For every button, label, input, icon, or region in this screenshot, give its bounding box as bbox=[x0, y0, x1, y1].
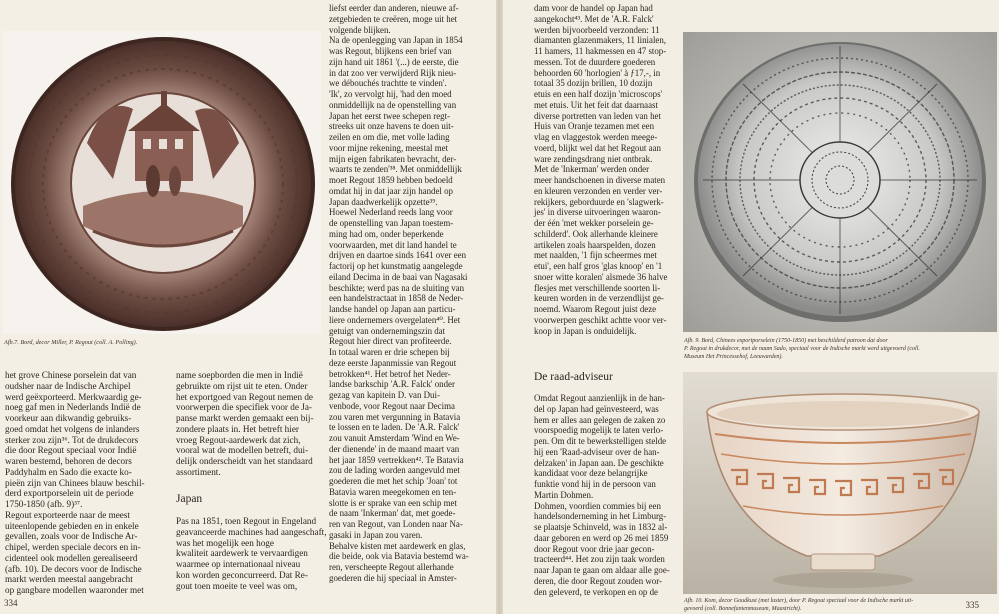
text-line: de openstelling van Japan toestem- bbox=[329, 218, 454, 228]
page-number-right: 335 bbox=[965, 600, 979, 610]
text-line: werden bijvoorbeeld verzonden: 11 bbox=[534, 24, 660, 35]
text-line: etuis en een half dozijn 'microscops' bbox=[534, 89, 663, 99]
page-number-left: 334 bbox=[4, 598, 18, 608]
text-line: 1750-1850 (afb. 9)³⁷. bbox=[5, 499, 83, 509]
text-line: factorij op het kunstmatig aangelegde bbox=[329, 261, 463, 271]
text-line: kon worden geconcurreerd. Dat Re- bbox=[176, 569, 308, 580]
text-line: Japan het eerst twee schepen regt- bbox=[329, 110, 450, 121]
text-line: pieën zijn van Chinees blauw beschil- bbox=[5, 477, 145, 488]
text-line: waren bestemd, behoren de decors bbox=[5, 456, 132, 466]
figure-9-plate-photo bbox=[683, 32, 997, 332]
section-heading-japan: Japan bbox=[176, 493, 203, 505]
text-line: keuren worden in de verzendlijst ge- bbox=[534, 293, 664, 304]
text-line: met naalden, '1 fijn scheermes met bbox=[534, 250, 657, 261]
text-line: voerd, blijkt wel dat het Regout aan bbox=[534, 142, 661, 153]
text-line: goed omdat het volgens de inlanders bbox=[5, 423, 140, 434]
text-line: liere ondernemers overgelaten⁴⁰. Het bbox=[329, 314, 461, 325]
text-line: gout toen moeite te veel was om, bbox=[176, 580, 298, 591]
text-line: funktie vond hij in de persoon van bbox=[534, 479, 656, 489]
text-line: gebruikte om rijst uit te eten. Onder bbox=[176, 380, 308, 391]
text-line: aangekocht⁴³. Met de 'A.R. Falck' bbox=[534, 13, 654, 24]
text-line: markt werden meestal aangebracht bbox=[5, 574, 133, 585]
caption-line: gevoerd (coll. Bonnefantenmuseum, Maastricht). bbox=[684, 605, 802, 612]
text-line: Behalve kisten met aardewerk en glas, bbox=[329, 540, 466, 551]
text-line: sterker zou zijn³⁶. Tot de drukdecors bbox=[5, 434, 139, 445]
text-line: op gangbare modellen waaronder met bbox=[5, 585, 144, 595]
text-column-2-bottom bbox=[176, 516, 327, 591]
text-line: rekijkers, geborduurde en 'slagwerk- bbox=[534, 196, 664, 207]
text-line: onmiddellijk na de openstelling van bbox=[329, 99, 457, 110]
text-line: deze eerste Japanmissie van Regout bbox=[329, 357, 457, 368]
text-line: diamanten glazenmakers, 11 linialen, bbox=[534, 35, 667, 46]
text-line: ware zendingsdrang niet ontbrak. bbox=[534, 153, 653, 164]
text-column-3 bbox=[329, 3, 469, 584]
text-line: jes' in diverse uitvoeringen waaron- bbox=[534, 207, 661, 218]
text-line: Regout exporteerde naar de meest bbox=[5, 509, 130, 520]
text-line: voorwerpen geschikt achtte voor ver- bbox=[534, 314, 667, 325]
text-line: Pas na 1851, toen Regout in Engeland bbox=[176, 516, 317, 526]
text-line: voorspoedig mogelijk te laten verlo- bbox=[534, 425, 664, 436]
text-line: der dienende' in de maand maart van bbox=[329, 443, 460, 454]
text-line: venbode, voor Regout naar Decima bbox=[329, 400, 455, 411]
text-line: 11 hamers, 11 hakmessen en 47 stop- bbox=[534, 46, 667, 56]
text-line: met etuis. Uit het feit dat daarnaast bbox=[534, 99, 658, 110]
text-line: Omdat Regout aanzienlijk in de han- bbox=[534, 393, 665, 403]
text-column-4-bottom bbox=[534, 393, 670, 597]
text-line: ming had om, onder beperkende bbox=[329, 228, 444, 239]
text-line: vlag en vlaggestok werden meege- bbox=[534, 132, 658, 142]
text-line: Martin Dohmen. bbox=[534, 489, 594, 500]
text-line: tracteerd⁴⁴. Het zou zijn taak worden bbox=[534, 554, 665, 565]
text-line: getuigt van ondernemingszin dat bbox=[329, 325, 446, 336]
text-line: Huis van Oranje tezamen met een bbox=[534, 121, 655, 132]
text-line: mijn eigen fabrikaten bevracht, der- bbox=[329, 153, 457, 164]
text-line: voor mijne rekening, meestal met bbox=[329, 142, 449, 153]
text-line: dam voor de handel op Japan had bbox=[534, 3, 653, 13]
text-line: (afb. 10). De decors voor de Indische bbox=[5, 563, 142, 574]
text-line: Regout hier direct van profiteerde. bbox=[329, 336, 452, 347]
text-line: daar geboren en werd op 26 mei 1859 bbox=[534, 532, 669, 543]
text-line: landse barkschip 'A.R. Falck' onder bbox=[329, 379, 455, 390]
text-line: liefst eerder dan anderen, nieuwe af- bbox=[329, 3, 459, 13]
text-line: de naam 'Inkerman' dat, met goede- bbox=[329, 508, 456, 519]
text-line: messen. Tot de duurdere goederen bbox=[534, 56, 656, 67]
text-line: Met de 'Inkerman' werden onder bbox=[534, 164, 650, 175]
section-heading-raad-adviseur: De raad-adviseur bbox=[534, 371, 613, 383]
text-line: Batavia waren meegekomen en ten- bbox=[329, 486, 457, 497]
text-line: was het mogelijk een hoge bbox=[176, 537, 274, 548]
text-line: zou de lading worden aangevuld met bbox=[329, 465, 460, 476]
text-line: zondere plaats in. Het betreft hier bbox=[176, 423, 299, 434]
text-line: Dohmen, voordien commies bij een bbox=[534, 500, 661, 511]
text-line: zeilen en om die, met volle lading bbox=[329, 132, 450, 142]
text-line: behoorden 60 'horlogien' à ƒ17,-, in bbox=[534, 67, 661, 78]
text-line: voorwaarden, met dit land handel te bbox=[329, 239, 457, 250]
text-line: Na de openlegging van Japan in 1854 bbox=[329, 35, 463, 46]
text-line: het exportgoed van Regout nemen de bbox=[176, 391, 314, 402]
text-line: delzaken' in Japan aan. De geschikte bbox=[534, 457, 664, 468]
caption-line: P. Regout in drukdecor, met de naam Sado, speciaal voor de Indische markt werd uitgevoerd (coll. bbox=[684, 346, 920, 352]
text-line: gevallen, zoals voor de Indische Ar- bbox=[5, 531, 138, 542]
figure-7-plate-photo bbox=[3, 31, 321, 334]
text-line: geavanceerde machines had aangeschaft, bbox=[176, 526, 327, 537]
text-column-1 bbox=[5, 370, 145, 596]
caption-line: Afb. 10. Kom, decor Goudkust (met luster), door P. Regout speciaal voor de Indische markt uit- bbox=[684, 598, 914, 604]
text-line: het grove Chinese porselein dat van bbox=[5, 370, 137, 380]
text-line: we débouchés trachtte te vinden'. bbox=[329, 78, 447, 89]
text-line: noeg gaf men in Nederlands Indië de bbox=[5, 402, 141, 413]
text-line: die beide, ook via Batavia bestemd wa- bbox=[329, 551, 469, 562]
text-line: omdat hij in dat jaar zijn handel op bbox=[329, 185, 453, 196]
text-line: Paddyhalm en Sado die exacte ko- bbox=[5, 466, 132, 477]
text-line: ren, verscheepte Regout allerhande bbox=[329, 562, 454, 572]
text-line: snoer witte koralen' alsmede 36 halve bbox=[534, 271, 668, 282]
text-line: te lossen en te laden. De 'A.R. Falck' bbox=[329, 422, 460, 433]
text-line: goederen die met het schip 'Joan' tot bbox=[329, 476, 458, 486]
caption-line: Museum Het Princessehof, Leeuwarden). bbox=[684, 354, 783, 360]
right-page bbox=[503, 0, 999, 614]
figure-10-caption bbox=[684, 598, 913, 613]
text-line: del op Japan had geïnvesteerd, was bbox=[534, 403, 659, 414]
text-line: kandidaat voor deze belangrijke bbox=[534, 468, 648, 479]
text-line: handelsonderneming in het Limburg- bbox=[534, 511, 667, 522]
text-line: pen. Om dit te bewerkstelligen stelde bbox=[534, 436, 667, 446]
text-line: eiland Decima in de baai van Nagasaki bbox=[329, 271, 468, 282]
text-line: hem er alles aan gelegen de zaken zo bbox=[534, 414, 666, 425]
text-line: het jaar 1859 vertrekken⁴². Te Batavia bbox=[329, 454, 464, 465]
text-line: In totaal waren er drie schepen bij bbox=[329, 347, 450, 357]
text-line: hij een 'Raad-adviseur over de han- bbox=[534, 446, 660, 457]
text-line: zetgebieden te creëren, moge uit het bbox=[329, 13, 458, 24]
text-line: streeks uit onze havens te doen uit- bbox=[329, 121, 454, 132]
text-line: naar Japan te gaan om aldaar alle goe- bbox=[534, 565, 670, 575]
text-line: door Regout voor drie jaar gecon- bbox=[534, 543, 655, 554]
text-line: kwaliteit aardewerk te vervaardigen bbox=[176, 548, 308, 559]
text-line: uiteenlopende gebieden en in enkele bbox=[5, 520, 139, 531]
caption-line: Afb. 9. Bord, Chinees exportporselein (1750-1850) met beschilderd patroon dat door bbox=[684, 338, 888, 344]
text-line: vroeg Regout-aardewerk dat zich, bbox=[176, 434, 301, 445]
text-line: der één 'met wekker porselein ge- bbox=[534, 218, 654, 228]
text-line: panse markt werden gemaakt een bij- bbox=[176, 413, 314, 423]
text-line: voorkeur aan dikwandig gebruiks- bbox=[5, 413, 132, 423]
text-line: betrokken⁴¹. Het betrof het Neder- bbox=[329, 368, 451, 379]
text-line: landse handel op Japan aan particu- bbox=[329, 304, 456, 314]
text-line: zijn hand uit 1861 '(...) de eerste, die bbox=[329, 56, 459, 67]
text-line: schilderd'. Ook allerhande kleinere bbox=[534, 228, 658, 239]
text-line: se plaatsje Schinveld, was in 1832 al- bbox=[534, 522, 668, 532]
text-line: artikelen zoals haarspelden, dozen bbox=[534, 239, 656, 250]
text-line: oudsher naar de Indische Archipel bbox=[5, 380, 131, 391]
text-line: diverse portretten van leden van het bbox=[534, 110, 661, 121]
text-line: 'Ik', zo vervolgt hij, 'had den moed bbox=[329, 89, 452, 99]
text-line: Japan daadwerkelijk opzette³⁹. bbox=[329, 196, 438, 207]
text-line: den geleverd, te verkopen en op de bbox=[534, 586, 658, 597]
figure-9-caption bbox=[684, 337, 920, 361]
text-column-4 bbox=[534, 3, 667, 336]
text-line: slotte is er sprake van een schip met bbox=[329, 497, 457, 508]
left-page bbox=[0, 0, 496, 614]
text-line: meer handschoenen in diverse maten bbox=[534, 175, 666, 185]
text-line: waarmee op internationaal niveau bbox=[176, 559, 301, 569]
text-line: delijk onderscheidt van het standaard bbox=[176, 456, 313, 466]
text-line: chipel, werden speciale decors en in- bbox=[5, 542, 141, 552]
text-line: moet Regout 1859 hebben bedoeld bbox=[329, 175, 453, 185]
text-line: noemd. Waarom Regout juist deze bbox=[534, 304, 657, 314]
text-line: totaal 35 dozijn brillen, 10 dozijn bbox=[534, 78, 653, 89]
text-column-2-top bbox=[176, 370, 314, 478]
text-line: name soepborden die men in Indië bbox=[176, 370, 303, 380]
text-line: drijven en daartoe sinds 1641 over een bbox=[329, 250, 467, 261]
text-line: werd geëxporteerd. Merkwaardig ge- bbox=[5, 391, 142, 402]
text-line: in dat zoo ver verwijderd Rijk nieu- bbox=[329, 67, 457, 78]
text-line: zou vanuit Amsterdam 'Wind en We- bbox=[329, 433, 460, 443]
text-line: vooral wat de modellen betreft, dui- bbox=[176, 445, 309, 456]
text-line: zou varen met vergunning in Batavia bbox=[329, 411, 461, 422]
text-line: ren van Regout, van Londen naar Na- bbox=[329, 519, 463, 529]
text-line: Hoewel Nederland reeds lang voor bbox=[329, 207, 453, 218]
figure-7-caption: Afb.7. Bord, decor Miller, P. Regout (coll. A. Polling). bbox=[4, 339, 138, 346]
figure-10-bowl-photo bbox=[683, 372, 997, 594]
text-line: beschikte; werd pas na de sluiting van bbox=[329, 282, 465, 293]
text-line: gezag van kapitein D. van Dui- bbox=[329, 390, 440, 400]
text-line: cidenteel ook modellen gerealiseerd bbox=[5, 552, 138, 563]
text-line: koop in Japan is onduidelijk. bbox=[534, 325, 637, 336]
text-line: derd exportporselein uit de periode bbox=[5, 488, 134, 499]
text-line: en kleuren verzonden en verder ver- bbox=[534, 185, 663, 196]
text-line: die door Regout speciaal voor Indië bbox=[5, 445, 137, 456]
text-line: voorwerpen die specifiek voor de Ja- bbox=[176, 402, 312, 413]
text-line: volgende blijken. bbox=[329, 24, 391, 35]
text-line: goederen die hij speciaal in Amster- bbox=[329, 572, 457, 583]
text-line: deren, die door Regout zouden wor- bbox=[534, 575, 662, 586]
text-line: waarts te zenden'³⁸. Met onmiddellijk bbox=[329, 164, 462, 175]
text-line: etui', een half gros 'glas knoop' en '1 bbox=[534, 261, 663, 271]
text-line: assortiment. bbox=[176, 466, 221, 477]
text-line: een handelstractaat in 1858 de Neder- bbox=[329, 293, 464, 304]
text-line: gasaki in Japan zou varen. bbox=[329, 529, 423, 540]
text-line: flesjes met verschillende soorten li- bbox=[534, 282, 661, 293]
text-line: was Regout, blijkens een brief van bbox=[329, 46, 452, 56]
